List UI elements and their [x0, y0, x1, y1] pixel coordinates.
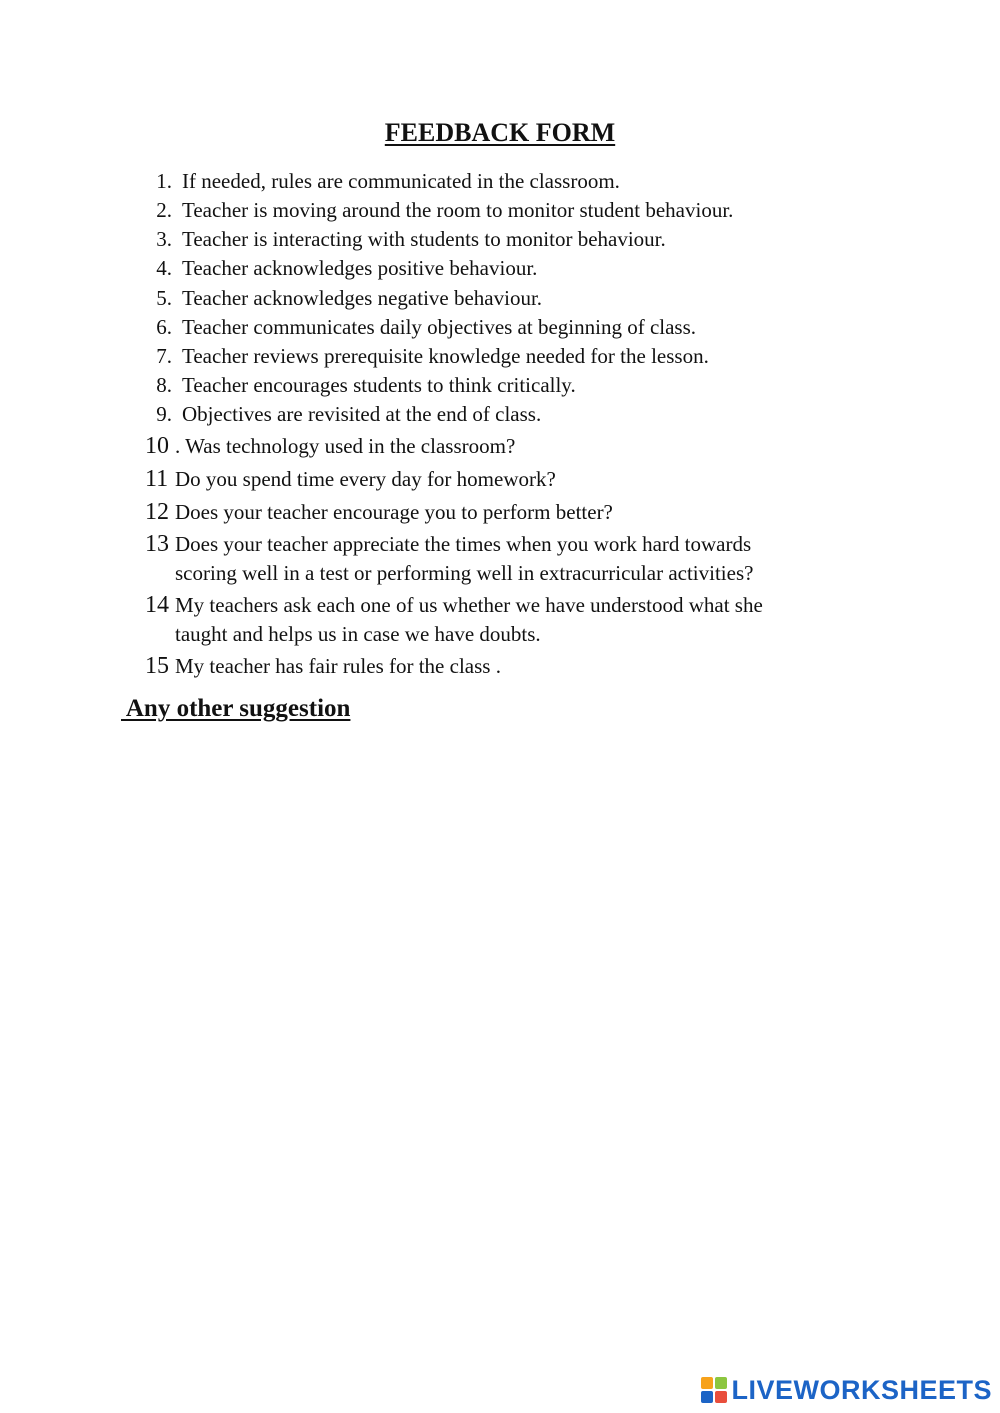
question-number: 14	[145, 592, 169, 618]
question-text-continued: taught and helps us in case we have doubts.	[175, 622, 541, 646]
form-title: FEEDBACK FORM	[384, 118, 616, 147]
question-number: 10	[145, 433, 169, 459]
question-text: If needed, rules are communicated in the classroom.	[182, 169, 620, 193]
question-text: My teacher has fair rules for the class .	[175, 654, 501, 678]
question-number: 3.	[156, 227, 172, 251]
question-text: Teacher is interacting with students to monitor behaviour.	[182, 227, 666, 251]
question-number: 2.	[156, 198, 172, 222]
question-number: 5.	[156, 286, 172, 310]
question-number: 9.	[156, 402, 172, 426]
logo-square	[701, 1391, 713, 1403]
question-number: 6.	[156, 315, 172, 339]
question-text: . Was technology used in the classroom?	[175, 434, 516, 458]
question-number: 12	[145, 499, 169, 525]
question-number: 11	[145, 466, 169, 492]
question-text: Teacher acknowledges positive behaviour.	[182, 256, 538, 280]
question-text: Teacher encourages students to think critically.	[182, 373, 576, 397]
question-text: Objectives are revisited at the end of class.	[182, 402, 542, 426]
question-number: 1.	[156, 169, 172, 193]
question-text: Teacher acknowledges negative behaviour.	[182, 286, 543, 310]
question-number: 4.	[156, 256, 172, 280]
question-text: Does your teacher appreciate the times when you work hard towards	[175, 532, 752, 556]
logo-icon	[701, 1377, 727, 1403]
question-text: My teachers ask each one of us whether we have understood what she	[175, 593, 763, 617]
question-text: Teacher communicates daily objectives at beginning of class.	[182, 315, 697, 339]
question-number: 13	[145, 531, 169, 557]
question-text: Do you spend time every day for homework?	[175, 467, 556, 491]
question-text: Does your teacher encourage you to perform better?	[175, 500, 613, 524]
question-number: 8.	[156, 373, 172, 397]
liveworksheets-logo	[701, 1373, 992, 1407]
question-text-continued: scoring well in a test or performing well in extracurricular activities?	[175, 561, 754, 585]
question-text: Teacher reviews prerequisite knowledge needed for the lesson.	[182, 344, 709, 368]
logo-square	[701, 1377, 713, 1389]
question-number: 15	[145, 653, 169, 679]
suggestion-heading: Any other suggestion	[121, 695, 351, 722]
question-text: Teacher is moving around the room to monitor student behaviour.	[182, 198, 734, 222]
question-number: 7.	[156, 344, 172, 368]
logo-square	[715, 1391, 727, 1403]
logo-square	[715, 1377, 727, 1389]
brand-name: LIVEWORKSHEETS	[731, 1374, 992, 1405]
